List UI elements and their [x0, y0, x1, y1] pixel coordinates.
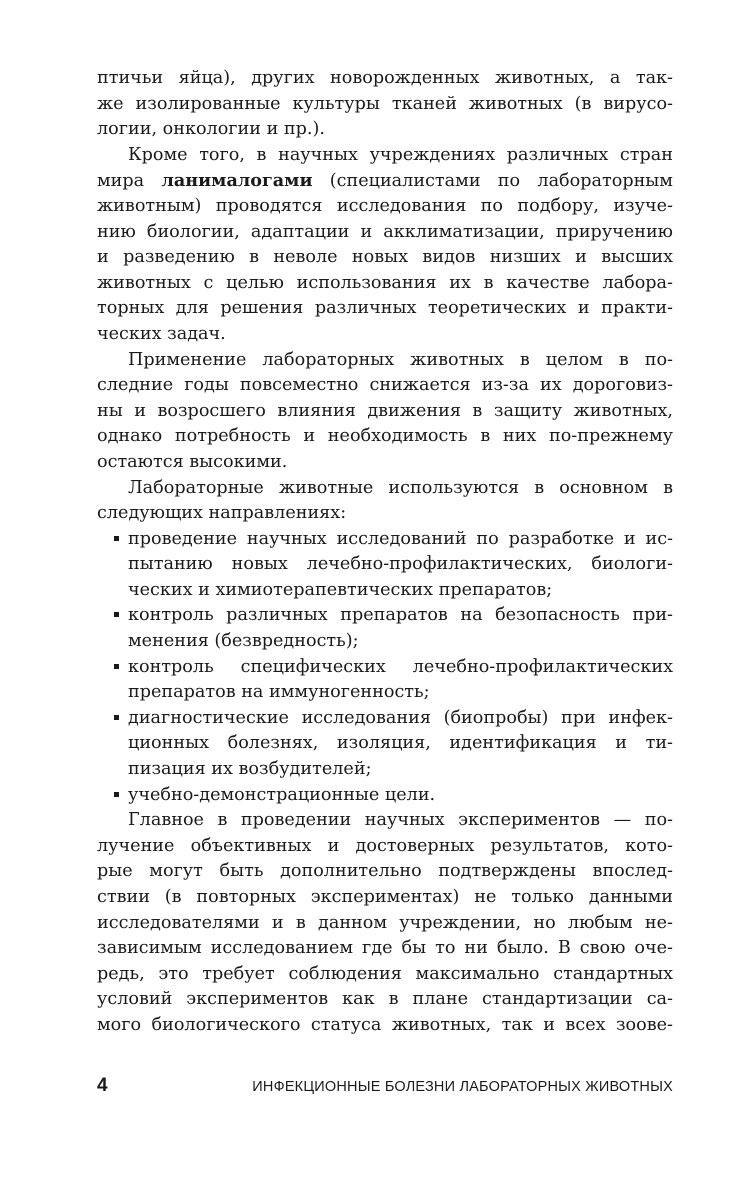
text-line: рые могут быть дополнительно подтверждены впослед- [97, 861, 673, 882]
list-item [97, 603, 673, 654]
list-item [97, 527, 673, 604]
text-line: Лабораторные животные используются в основном в [128, 477, 673, 498]
paragraph [97, 808, 673, 1038]
text-line: птичьи яйца), других новорожденных животных, а так- [97, 68, 673, 88]
paragraph [97, 143, 673, 348]
text-line: условий экспериментов как в плане стандартизации са- [97, 989, 673, 1010]
page-number: 4 [97, 1075, 108, 1096]
text-line: ствии (в повторных экспериментах) не только данными [97, 887, 673, 907]
text-line: нию биологии, адаптации и акклиматизации, приручению [97, 221, 673, 242]
text-line [97, 168, 673, 194]
paragraph [97, 348, 673, 476]
text-line: Применение лабораторных животных в целом в по- [128, 349, 673, 370]
text-line: Главное в проведении научных экспериментов — по- [128, 810, 673, 831]
text-line [97, 655, 673, 681]
bullet-icon [114, 792, 119, 797]
text-line: менения (безвредность); [128, 631, 359, 652]
text-line: торных для решения различных теоретических и практи- [97, 298, 673, 319]
text-line [97, 603, 673, 629]
text-line: пизация их возбудителей; [128, 759, 372, 780]
text-span: учебно-демонстрационные цели. [128, 784, 436, 805]
text-line [97, 783, 673, 809]
text-line: ческих и химиотерапевтических препаратов; [128, 579, 553, 600]
text-line: логии, онкологии и пр.). [97, 119, 325, 140]
bullet-icon [114, 715, 119, 720]
list-item [97, 655, 673, 706]
text-line: ционных болезнях, изоляция, идентификация и ти- [128, 733, 673, 754]
list-item [97, 706, 673, 783]
page-body [97, 66, 673, 1039]
text-line: ны и возросшего влияния движения в защиту животных, [97, 400, 673, 421]
running-head: ИНФЕКЦИОННЫЕ БОЛЕЗНИ ЛАБОРАТОРНЫХ ЖИВОТНЫХ [252, 1079, 673, 1095]
text-line: исследователями и в данном учреждении, но любым не- [97, 912, 673, 933]
text-line: мого биологического статуса животных, так и всех зоове- [97, 1014, 673, 1035]
text-line [97, 527, 673, 553]
text-line: следующих направлениях: [97, 503, 347, 524]
text-line: животных с целью использования их в качестве лабора- [97, 272, 673, 293]
bullet-icon [114, 612, 119, 617]
text-line: зависимым исследованием где бы то ни было. В свою оче- [97, 938, 673, 959]
list-item [97, 783, 673, 809]
text-line: животным) проводятся исследования по подбору, изуче- [97, 195, 673, 216]
text-line: ческих задач. [97, 323, 226, 344]
page-footer [97, 1075, 673, 1097]
text-line: однако потребность и необходимость в них по-прежнему [97, 426, 673, 447]
bullet-icon [114, 664, 119, 669]
text-span: мира [97, 171, 162, 192]
bullet-icon [114, 536, 119, 541]
term-bold: ланималогами [161, 170, 313, 192]
paragraph [97, 66, 673, 143]
text-span: контроль различных препаратов на безопасность при- [128, 605, 673, 626]
paragraph [97, 476, 673, 527]
text-span: проведение научных исследований по разработке и ис- [128, 528, 673, 549]
text-span: контроль специфических лечебно-профилактических [128, 656, 673, 677]
text-line: остаются высокими. [97, 451, 288, 472]
text-line: и разведению в неволе новых видов низших и высших [97, 247, 673, 268]
text-line: редь, это требует соблюдения максимально стандартных [97, 963, 673, 984]
text-line [97, 706, 673, 732]
text-span: диагностические исследования (биопробы) при инфек- [128, 707, 673, 728]
text-line: следние годы повсеместно снижается из-за их дороговиз- [97, 375, 673, 396]
bullet-list [97, 527, 673, 809]
text-line: Кроме того, в научных учреждениях различных стран [128, 144, 673, 165]
text-line: пытанию новых лечебно-профилактических, биологи- [128, 554, 673, 575]
text-line: лучение объективных и достоверных результатов, кото- [97, 835, 673, 856]
text-span: (специалистами по лабораторным [312, 171, 673, 192]
text-line: препаратов на иммуногенность; [128, 682, 430, 703]
text-line: же изолированные культуры тканей животных (в вирусо- [97, 93, 673, 114]
